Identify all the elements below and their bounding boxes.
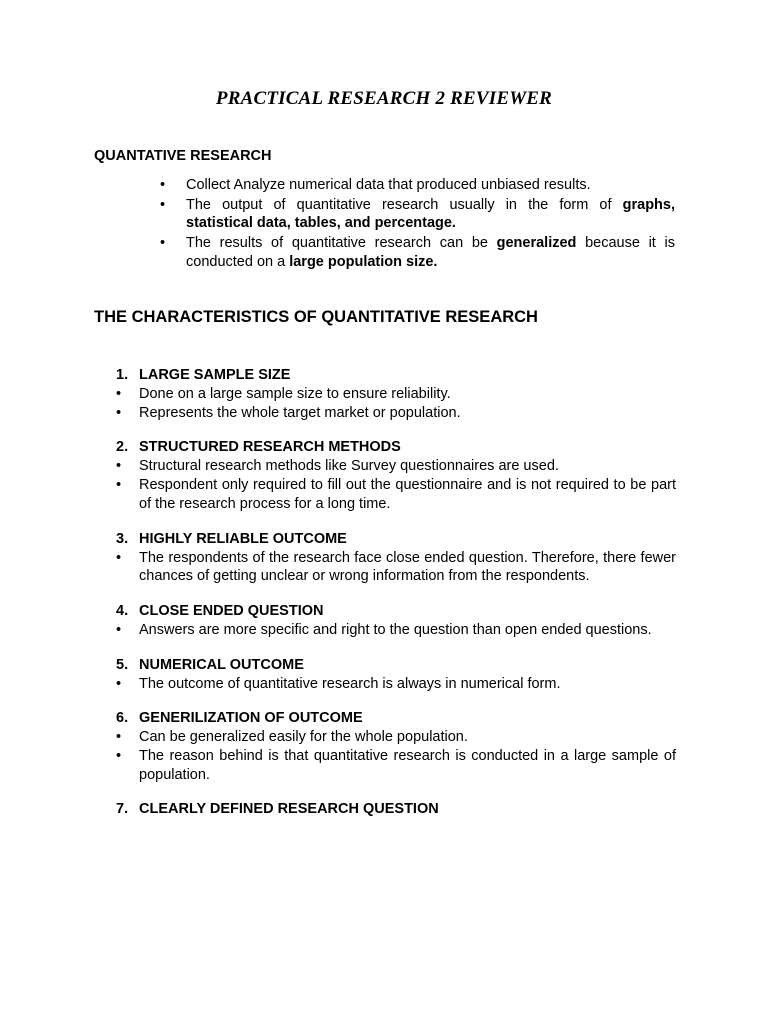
characteristic-title (116, 602, 676, 621)
characteristic-item (116, 800, 676, 819)
characteristic-title (116, 800, 676, 819)
bullet-text: The respondents of the research face close ended question. Therefore, there fewer chances of getting unclear or wrong information from the respondents. (139, 549, 676, 585)
characteristic-item (116, 656, 676, 694)
characteristic-number: 4. (116, 602, 129, 619)
bullet-icon: • (116, 404, 122, 421)
bullet-icon: • (116, 675, 122, 692)
bullet-icon: • (116, 748, 122, 765)
bullet-text: Structural research methods like Survey questionnaires are used. (139, 458, 559, 475)
bullet-text: The reason behind is that quantitative research is conducted in a large sample of population. (139, 748, 676, 783)
characteristic-points (116, 621, 676, 640)
characteristic-number: 7. (116, 801, 129, 818)
bullet-text: Respondent only required to fill out the questionnaire and is not required to be part of the research process for a long time. (139, 477, 676, 512)
bullet-text: Done on a large sample size to ensure reliability. (139, 386, 451, 402)
characteristic-number: 2. (116, 439, 129, 456)
section-heading-quantative-research: QUANTATIVE RESEARCH (94, 148, 272, 164)
bullet-icon: • (160, 196, 166, 213)
section-heading-characteristics: THE CHARACTERISTICS OF QUANTITATIVE RESEARCH (94, 308, 538, 326)
bullet-item (116, 675, 676, 694)
bullet-text: Represents the whole target market or population. (139, 404, 461, 421)
bullet-item (116, 404, 676, 423)
quantative-research-bullet-list (160, 176, 675, 273)
text: because it is conducted on a (186, 235, 675, 270)
bullet-text: Answers are more specific and right to the question than open ended questions. (139, 621, 652, 638)
characteristic-points (116, 385, 676, 422)
bullet-icon: • (160, 177, 166, 193)
characteristic-number: 3. (116, 530, 129, 547)
characteristic-item (116, 709, 676, 784)
bullet-icon: • (116, 621, 122, 638)
bullet-icon: • (116, 477, 122, 494)
characteristic-points (116, 457, 676, 513)
bullet-item (116, 549, 676, 586)
bullet-item (116, 728, 676, 747)
characteristic-title-text: NUMERICAL OUTCOME (139, 656, 304, 673)
bullet-text: Can be generalized easily for the whole population. (139, 729, 468, 746)
characteristic-title-text: CLEARLY DEFINED RESEARCH QUESTION (139, 801, 439, 818)
bullet-icon: • (116, 729, 122, 746)
characteristic-title (116, 709, 676, 728)
characteristic-item (116, 602, 676, 640)
text: The output of quantitative research usually in the form of (186, 196, 623, 213)
characteristics-list (116, 366, 676, 835)
characteristic-title-text: HIGHLY RELIABLE OUTCOME (139, 530, 347, 547)
bullet-icon: • (116, 386, 122, 402)
bullet-item (116, 476, 676, 513)
characteristic-title (116, 656, 676, 675)
text: Collect Analyze numerical data that produced unbiased results. (186, 177, 591, 193)
bullet-icon: • (116, 458, 122, 475)
bullet-item (116, 457, 676, 476)
characteristic-title-text: LARGE SAMPLE SIZE (139, 367, 291, 383)
characteristic-item (116, 366, 676, 422)
characteristic-number: 6. (116, 710, 129, 727)
bullet-item (160, 196, 675, 233)
bold-text: large population size. (289, 253, 438, 270)
text: The results of quantitative research can be (186, 235, 497, 252)
bullet-item (116, 747, 676, 784)
characteristic-title (116, 366, 676, 385)
bold-text: generalized (496, 235, 577, 252)
characteristic-title-text: STRUCTURED RESEARCH METHODS (139, 439, 401, 456)
characteristic-title-text: GENERILIZATION OF OUTCOME (139, 710, 363, 727)
bullet-icon: • (160, 235, 166, 252)
bullet-item (160, 176, 675, 195)
bullet-item (116, 385, 676, 404)
characteristic-title (116, 438, 676, 457)
characteristic-number: 5. (116, 656, 129, 673)
bullet-item (160, 234, 675, 271)
document-title: PRACTICAL RESEARCH 2 REVIEWER (215, 88, 553, 109)
bullet-text: The outcome of quantitative research is always in numerical form. (139, 675, 561, 692)
characteristic-number: 1. (116, 367, 129, 383)
characteristic-title-text: CLOSE ENDED QUESTION (139, 602, 324, 619)
characteristic-title (116, 530, 676, 549)
bullet-item (116, 621, 676, 640)
bullet-icon: • (116, 549, 122, 566)
characteristic-points (116, 675, 676, 694)
characteristic-points (116, 728, 676, 784)
characteristic-points (116, 549, 676, 586)
characteristic-item (116, 530, 676, 586)
bold-text: graphs, statistical data, tables, and percentage. (186, 196, 675, 232)
characteristic-item (116, 438, 676, 513)
